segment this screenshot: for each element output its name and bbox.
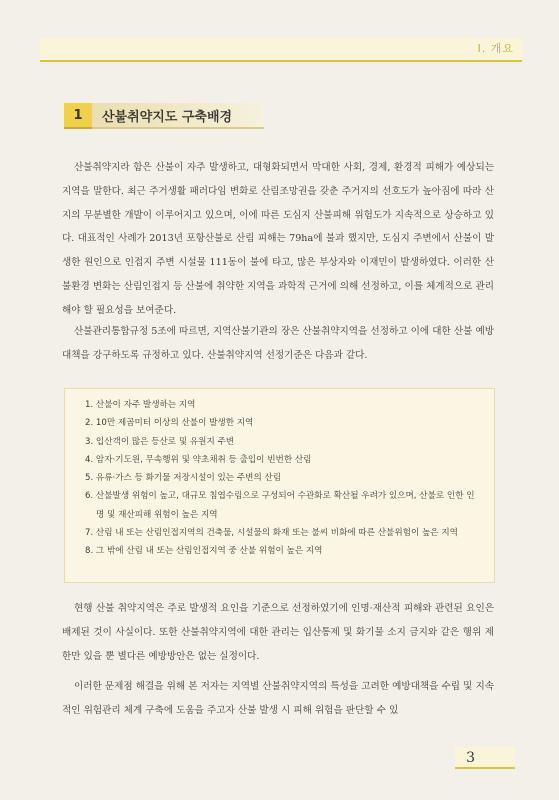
criteria-item: 7. 산림 내 또는 산림인접지역의 건축물, 시설물의 화재 또는 불씨 비화에 따른 산불위험이 높은 지역 [85, 528, 458, 539]
criteria-item: 6. 산불발생 위험이 높고, 대규모 침엽수림으로 구성되어 수관화로 확산될 우려가 있으며, 산불로 인한 인명 및 재산피해 위험이 높은 지역 [85, 491, 475, 520]
criteria-item: 8. 그 밖에 산림 내 또는 산림인접지역 중 산불 위험이 높은 지역 [85, 546, 323, 557]
criteria-list [85, 396, 478, 561]
paragraph-regulation: 산불관리통합규정 5조에 따르면, 지역산불기관의 장은 산불취약지역을 선정하고 이에 대한 산불 예방 대책을 강구하도록 규정하고 있다. 산불취약지역 선정기준은 다음과 같다. [62, 326, 494, 361]
page-number: 3 [455, 747, 515, 769]
paragraph-solution: 이러한 문제점 해결을 위해 본 저자는 지역별 산불취약지역의 특성을 고려한 예방대책을 수립 및 지속적인 위험관리 체계 구축에 도움을 주고자 산불 발생 시 피해 위험을 판단할 수 있 [62, 681, 494, 716]
header-rule [40, 60, 522, 62]
paragraph-intro: 산불취약지라 함은 산불이 자주 발생하고, 대형화되면서 막대한 사회, 경제, 환경적 피해가 예상되는 지역을 말한다. 최근 주거생활 패러다임 변화로 산림조망권을 갖춘 주거지의 선호도가 높아짐에 따라 산지의 무분별한 개발이 이루어지고 있으며, 이에 따른 도심지 산불피해 위험도가 지속적으로 상승하고 있다. 대표적인 사례가 2013년 포항산불로 산림 피해는 79ha에 불과 했지만, 도심지 주변에서 산불이 발생한 원인으로 인접지 주변 시설물 111동이 불에 타고, 많은 부상자와 이재민이 발생하였다. 이러한 산불환경 변화는 산림인접지 등 산불에 취약한 지역을 과학적 근거에 의해 선정하고, 이를 체계적으로 관리해야 할 필요성을 보여준다. [62, 162, 494, 316]
criteria-item: 5. 유류·가스 등 화기물 저장시설이 있는 주변의 산림 [85, 473, 282, 484]
section-number: 1 [64, 103, 92, 129]
chapter-label: I. 개요 [477, 42, 514, 55]
header-band [40, 38, 522, 60]
section-heading [64, 103, 264, 129]
criteria-item: 3. 입산객이 많은 등산로 및 유원지 주변 [85, 436, 235, 447]
criteria-box [64, 388, 495, 583]
section-title: 산불취약지도 구축배경 [92, 103, 264, 129]
paragraph-current-status: 현행 산불 취약지역은 주로 발생적 요인을 기준으로 선정하였기에 인명·재산적 피해와 관련된 요인은 배제된 것이 사실이다. 또한 산불취약지역에 대한 관리는 입산통제 및 화기물 소지 금지와 같은 행위 제한만 있을 뿐 별다른 예방방안은 없는 실정이다. [62, 603, 494, 662]
criteria-item: 1. 산불이 자주 발생하는 지역 [85, 400, 196, 410]
criteria-item: 2. 10만 제곱미터 이상의 산불이 발생한 지역 [85, 418, 254, 429]
criteria-item: 4. 암자·기도원, 무속행위 및 약초채취 등 출입이 빈번한 산림 [85, 454, 312, 465]
